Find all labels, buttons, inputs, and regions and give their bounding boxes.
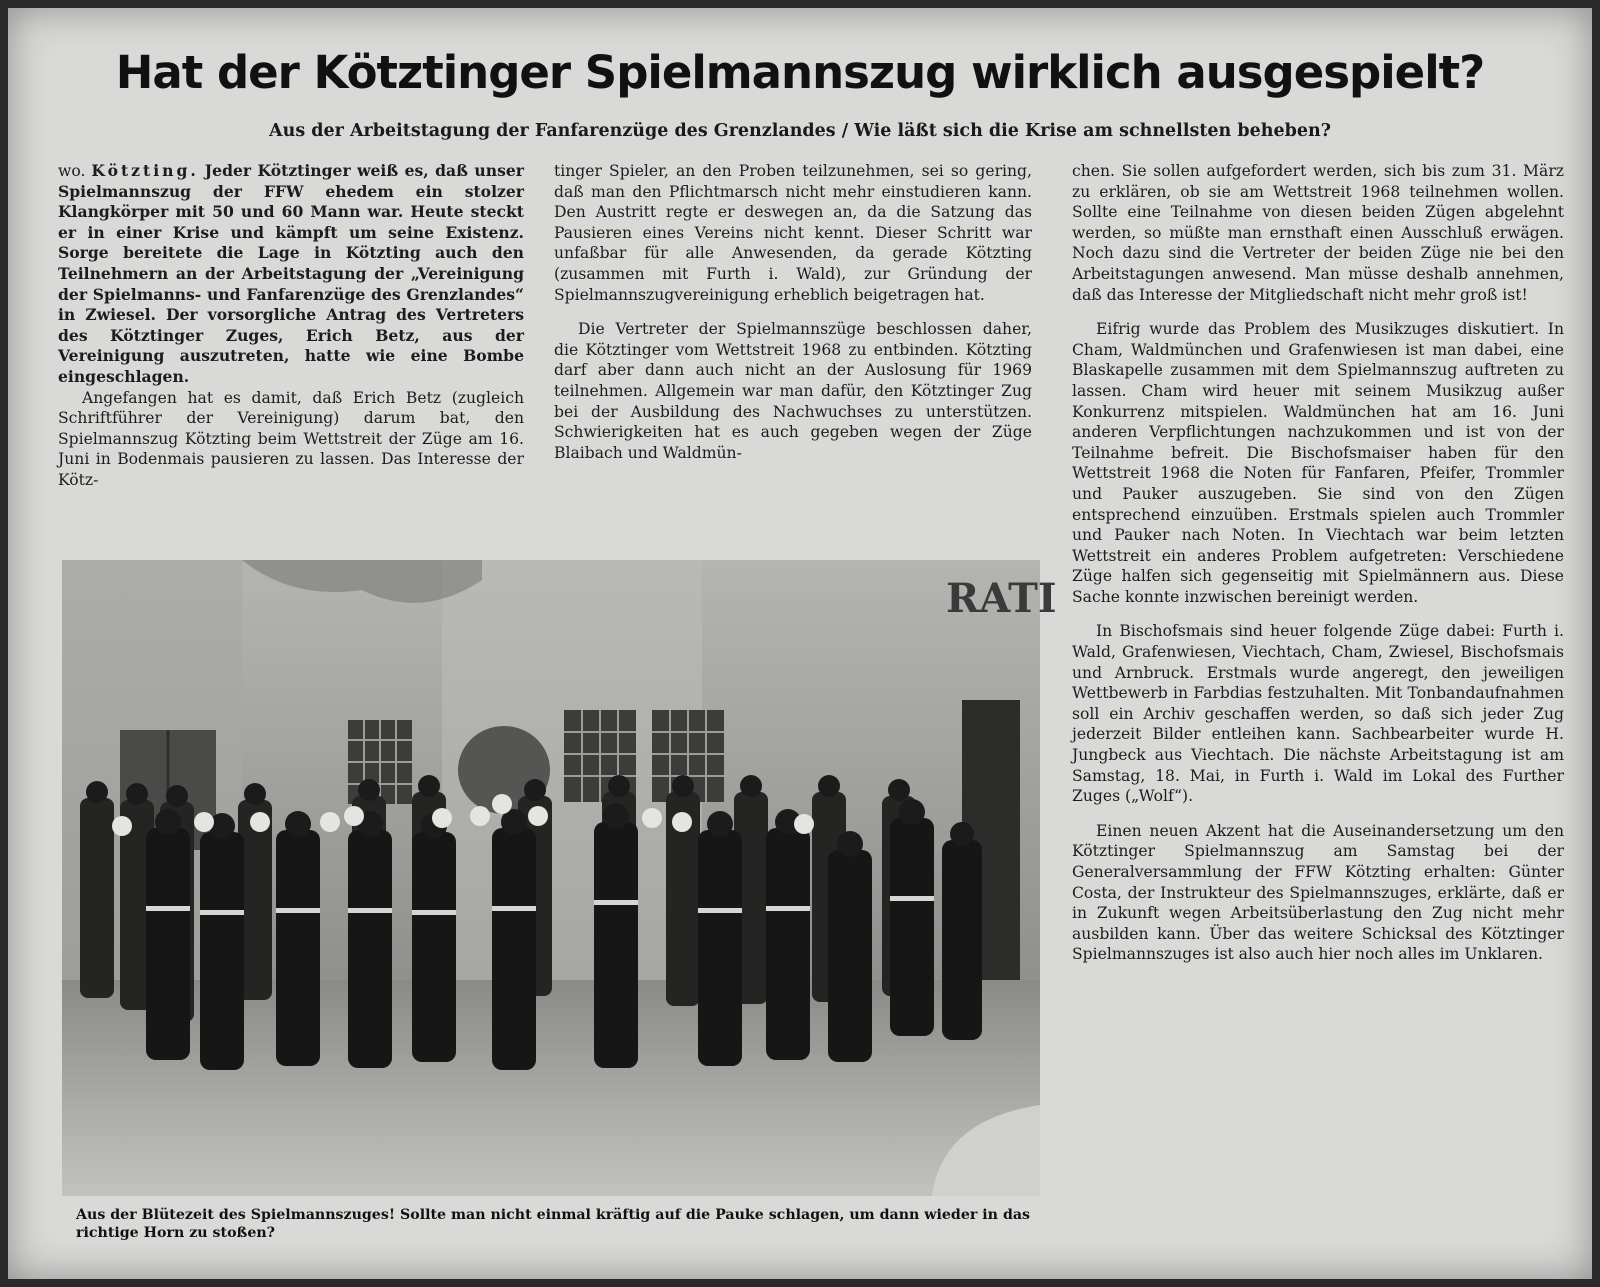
band-photo-illustration (62, 560, 1057, 1196)
dateline-city: Kötzting. (91, 161, 199, 180)
window-left (348, 720, 412, 804)
lead-paragraph (58, 161, 524, 388)
body-paragraph: Die Vertreter der Spielmannszüge beschlossen daher, die Kötztinger vom Wettstreit 1968 zu entbinden. Kötzting darf aber dann auch nicht an der Auslosung für 1969 teilnehmen. Allgemein war man dafür, den Kötztinger Zug bei der Ausbildung des Nachwuchses zu unterstützen. Schwierigkeiten hat es auch gegeben wegen der Züge Blaibach und Waldmün- (554, 320, 1032, 462)
subheadline: Aus der Arbeitstagung der Fanfarenzüge des Grenzlandes / Wie läßt sich die Krise am schnellsten beheben? (269, 121, 1331, 141)
body-paragraph: chen. Sie sollen aufgefordert werden, sich bis zum 31. März zu erklären, ob sie am Wettstreit 1968 teilnehmen wollen. Sollte eine Teilnahme von diesen beiden Zügen abgelehnt werden, so müßte man ernsthaft einen Ausschluß erwägen. Noch dazu sind die Vertreter der beiden Züge nie bei den Arbeitstagungen anwesend. Man müsse deshalb annehmen, daß das Interesse der Mitgliedschaft nicht mehr groß ist! (1072, 162, 1564, 304)
article-column-3 (1072, 161, 1564, 965)
body-paragraph: tinger Spieler, an den Proben teilzunehmen, sei so gering, daß man den Pflichtmarsch nicht mehr einstudieren kann. Den Austritt regte er deswegen an, da die Satzung das Pausieren eines Vereins nicht kennt. Dieser Schritt war unfaßbar für alle Anwesenden, da gerade Kötzting (zusammen mit Furth i. Wald), zur Gründung der Spielmannszugvereinigung erheblich beigetragen hat. (554, 162, 1032, 304)
lead-text: Jeder Kötztinger weiß es, daß unser Spielmannszug der FFW ehedem ein stolzer Klangkörper mit 50 und 60 Mann war. Heute steckt er in einer Krise und kämpft um seine Existenz. Sorge bereitete die Lage in Kötzting auch den Teilnehmern an der Arbeitstagung der „Vereinigung der Spielmanns- und Fanfarenzüge des Grenzlandes“ in Zwiesel. Der vorsorgliche Antrag des Vertreters des Kötztinger Zuges, Erich Betz, aus der Vereinigung auszutreten, hatte wie eine Bombe eingeschlagen. (58, 161, 524, 386)
headline: Hat der Kötztinger Spielmannszug wirklich ausgespielt? (115, 46, 1485, 99)
body-paragraph: Eifrig wurde das Problem des Musikzuges diskutiert. In Cham, Waldmünchen und Grafenwiesen ist man dabei, eine Blaskapelle zusammen mit dem Spielmannszug auftreten zu lassen. Cham wird heuer mit seinem Musikzug außer Konkurrenz mitspielen. Waldmünchen hat am 16. Juni anderen Verpflichtungen nachzukommen und ist von der Teilnahme befreit. Die Bischofsmaiser haben für den Wettstreit 1968 die Noten für Fanfaren, Pfeifer, Trommler und Pauker auszugeben. Sie sind von den Zügen entsprechend einzuüben. Erstmals spielen auch Trommler und Pauker nach Noten. In Viechtach war beim letzten Wettstreit ein anderes Problem aufgetreten: Verschiedene Züge halfen sich gegenseitig mit Spielmännern aus. Diese Sache konnte inzwischen bereinigt werden. (1072, 320, 1564, 606)
band-photo (62, 560, 1057, 1196)
article-column-2 (554, 161, 1032, 463)
body-paragraph: Angefangen hat es damit, daß Erich Betz (zugleich Schriftführer der Vereinigung) darum bat, den Spielmannszug Kötzting beim Wettstreit der Züge am 16. Juni in Bodenmais pausieren zu lassen. Das Interesse der Kötz- (58, 388, 524, 489)
article-column-1 (58, 161, 524, 491)
building-sign: RATI (946, 575, 1057, 622)
newspaper-clipping (8, 8, 1592, 1279)
body-paragraph: In Bischofsmais sind heuer folgende Züge dabei: Furth i. Wald, Grafenwiesen, Viechtach, Cham, Zwiesel, Bischofsmais und Arnbruck. Erstmals wurde angeregt, den jeweiligen Wettbewerb in Farbdias festzuhalten. Mit Tonbandaufnahmen soll ein Archiv geschaffen werden, so daß sich jeder Zug jederzeit Bilder entleihen kann. Sachbearbeiter wurde H. Jungbeck aus Viechtach. Die nächste Arbeitstagung ist am Samstag, 18. Mai, in Furth i. Wald im Lokal des Further Zuges („Wolf“). (1072, 622, 1564, 806)
photo-caption: Aus der Blütezeit des Spielmannszuges! Sollte man nicht einmal kräftig auf die Pauke schlagen, um dann wieder in das richtige Horn zu stoßen? (76, 1207, 1031, 1241)
dateline-prefix: wo. (58, 162, 86, 180)
body-paragraph: Einen neuen Akzent hat die Auseinandersetzung um den Kötztinger Spielmannszug am Samstag bei der Generalversammlung der FFW Kötzting erhalten: Günter Costa, der Instrukteur des Spielmannszuges, erklärte, daß er in Zukunft wegen Arbeitsüberlastung den Zug nicht mehr ausbilden kann. Über das weitere Schicksal des Kötztinger Spielmannszuges ist also auch hier noch alles im Unklaren. (1072, 821, 1564, 964)
